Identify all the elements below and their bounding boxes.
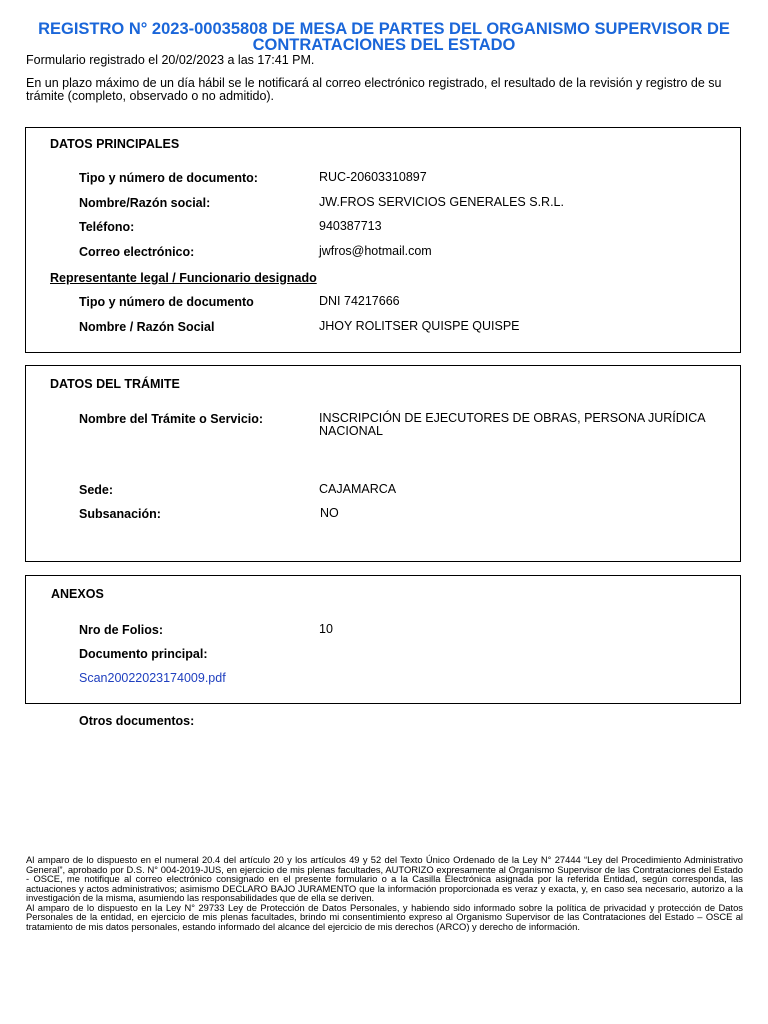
field-label: Sede:	[79, 483, 114, 497]
field-label: Tipo y número de documento:	[79, 171, 258, 185]
field-label: Nombre del Trámite o Servicio:	[79, 412, 264, 426]
notification-notice: En un plazo máximo de un día hábil se le notificará al correo electrónico registrado, el resultado de la revisión y registro de su trámite (completo, observado o no admitido).	[26, 76, 722, 103]
representante-heading: Representante legal / Funcionario designado	[50, 271, 317, 285]
field-value: RUC-20603310897	[319, 170, 427, 184]
page-title: REGISTRO N° 2023-00035808 DE MESA DE PARTES DEL ORGANISMO SUPERVISOR DE CONTRATACIONES DEL ESTADO	[38, 20, 730, 54]
field-label: Tipo y número de documento	[79, 295, 254, 309]
footer-paragraph: Al amparo de lo dispuesto en la Ley N° 29733 Ley de Protección de Datos Personales, y habiendo sido informado sobre la política de privacidad y protección de Datos Personales de la entidad, en ejercicio de mis plenas facultades, brindo mi consentimiento expreso al Organismo Supervisor de las Contrataciones del Estado – OSCE al tratamiento de mis datos personales, estando informado del alcance del ejercicio de mis derechos (ARCO) y derecho de información.	[26, 901, 743, 932]
datos-tramite-section	[25, 365, 741, 562]
section-title: ANEXOS	[51, 587, 104, 601]
folios-value: 10	[319, 622, 333, 636]
field-value: 940387713	[319, 219, 382, 233]
folios-label: Nro de Folios:	[79, 623, 164, 637]
registration-date-line: Formulario registrado el 20/02/2023 a las 17:41 PM.	[26, 53, 315, 67]
footer-paragraph: Al amparo de lo dispuesto en el numeral 20.4 del artículo 20 y los artículos 49 y 52 del Texto Único Ordenado de la Ley N° 27444 “Ley del Procedimiento Administrativo General”, aprobado por D.S. N° 004-2019-JUS, en ejercicio de mis plenas facultades, AUTORIZO expresamente al Organismo Supervisor de las Contrataciones del Estado - OSCE, me notifique al correo electrónico consignado en el presente formulario o a la Casilla Electrónica asignada por la referida Entidad, según corresponda, las actuaciones y actos administrativos; asimismo DECLARO BAJO JURAMENTO que la información proporcionada es veraz y exacta, y, en caso sea necesario, autorizo a la investigación de la misma, asumiendo las responsabilidades que de ella se deriven.	[26, 854, 743, 903]
otros-documentos-label: Otros documentos:	[79, 714, 195, 728]
section-title: DATOS PRINCIPALES	[50, 137, 180, 151]
field-value: CAJAMARCA	[319, 482, 397, 496]
field-value: JW.FROS SERVICIOS GENERALES S.R.L.	[319, 195, 564, 209]
field-label: Correo electrónico:	[79, 245, 195, 259]
datos-principales-section	[25, 127, 741, 353]
legal-footer	[26, 855, 743, 931]
section-title: DATOS DEL TRÁMITE	[50, 377, 180, 391]
documento-principal-link-wrap	[79, 671, 226, 685]
field-label: Nombre/Razón social:	[79, 196, 211, 210]
field-label: Teléfono:	[79, 220, 135, 234]
field-value: INSCRIPCIÓN DE EJECUTORES DE OBRAS, PERSONA JURÍDICA NACIONAL	[319, 411, 705, 438]
field-label: Nombre / Razón Social	[79, 320, 215, 334]
field-value: NO	[320, 506, 339, 520]
anexos-section	[25, 575, 741, 704]
field-value: JHOY ROLITSER QUISPE QUISPE	[319, 319, 520, 333]
field-label: Subsanación:	[79, 507, 161, 521]
documento-principal-link[interactable]: Scan20022023174009.pdf	[79, 671, 226, 685]
documento-principal-label: Documento principal:	[79, 647, 208, 661]
field-value: DNI 74217666	[319, 294, 400, 308]
field-value: jwfros@hotmail.com	[319, 244, 432, 258]
